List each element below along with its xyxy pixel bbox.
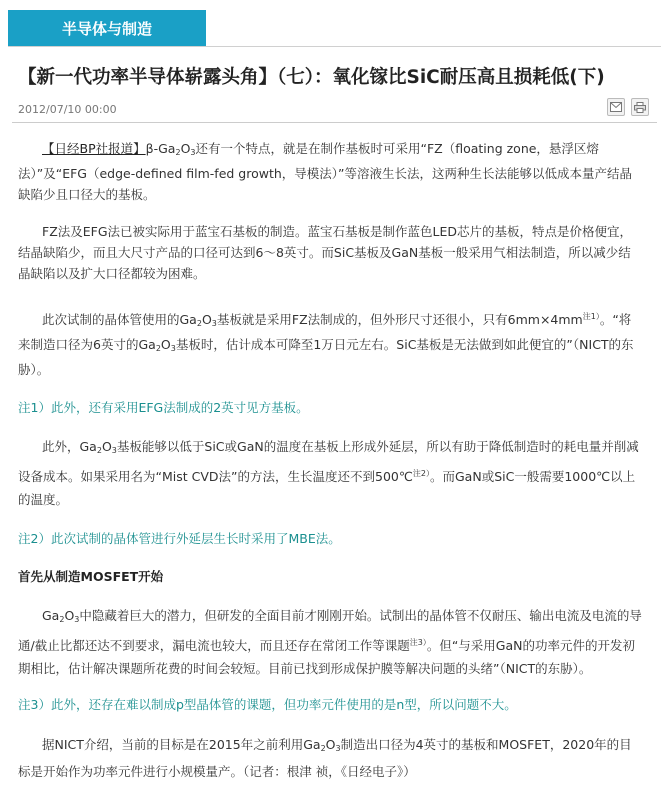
- article-meta: [18, 98, 649, 118]
- paragraph-5: $Ga_2O_3$中隐藏着巨大的潜力，但研发的全面目前才刚刚开始。试制出的晶体管不仅耐压、输出电流及电流的导通/截止比都还达不到要求，漏电流也较大，而且还存在常闭工作等课题$^{注3)}$。但“与采用GaN的功率元件的开发初期相比，估计解决课题所花费的时间会较短。目前已找到形成保护膜等解决问题的头绪”（NICT的东胁）。: [18, 608, 642, 676]
- footnote-ref-3: 注3）: [409, 638, 427, 647]
- paragraph-4: 此外，$Ga_2O_3$基板能够以低于SiC或GaN的温度在基板上形成外延层，所以有助于降低制造时的耗电量并削减设备成本。如果采用名为“Mist CVD法”的方法，生长温度还不到500℃$^{注2)}$。而GaN或SiC一般需要1000℃以上的温度。: [18, 439, 639, 507]
- footnote-2: 注2）此次试制的晶体管进行外延层生长时采用了MBE法。: [18, 531, 341, 546]
- paragraph-2: FZ法及EFG法已被实际用于蓝宝石基板的制造。蓝宝石基板是制作蓝色LED芯片的基板，特点是价格便宜，结晶缺陷少，而且大尺寸产品的口径可达到6～8英寸。而SiC基板及GaN基板一般采用气相法制造，所以减少结晶缺陷以及扩大口径都较为困难。: [18, 224, 633, 281]
- meta-divider: [12, 122, 657, 123]
- print-icon[interactable]: [631, 98, 649, 116]
- email-icon[interactable]: [607, 98, 625, 116]
- footnote-3: 注3）此外，还存在难以制成p型晶体管的课题，但功率元件使用的是n型，所以问题不大。: [18, 697, 517, 712]
- publish-date: 2012/07/10 00:00: [18, 103, 117, 116]
- article-body: [0, 138, 669, 783]
- category-tab[interactable]: 半导体与制造: [8, 10, 206, 46]
- meta-actions: [607, 98, 649, 116]
- category-header: [0, 0, 669, 48]
- paragraph-3: 此次试制的晶体管使用的$Ga_2O_3$基板就是采用FZ法制成的，但外形尺寸还很小，只有$6mm\times 4mm^{注1)}$。“将来制造口径为6英寸的$Ga_2O_3$基板时，估计成本可降至1万日元左右。SiC基板是无法做到如此便宜的”（NICT的东胁）。: [18, 312, 634, 377]
- source-tag[interactable]: 【日经BP社报道】: [42, 141, 146, 156]
- header-divider: [8, 46, 661, 47]
- section-subheading: 首先从制造MOSFET开始: [18, 569, 164, 584]
- footnote-1: 注1）此外，还有采用EFG法制成的2英寸见方基板。: [18, 400, 309, 415]
- footnote-ref-1: 注1）: [582, 312, 600, 321]
- paragraph-1: 【日经BP社报道】$\beta-Ga_2O_3$还有一个特点，就是在制作基板时可采用“FZ（floating zone，悬浮区熔法）”及“EFG（edge-defined film-fed growth，导模法）”等溶液生长法，这两种生长法能够以低成本量产结晶缺陷少且口径大的基板。: [18, 141, 633, 202]
- article-title: 【新一代功率半导体崭露头角】（七）：氧化镓比SiC耐压高且损耗低(下): [18, 67, 605, 88]
- paragraph-6: 据NICT介绍，当前的目标是在2015年之前利用$Ga_2O_3$制造出口径为4英寸的基板和MOSFET，2020年的目标是开始作为功率元件进行小规模量产。（记者：根津 祯，《日经电子》）: [18, 737, 632, 779]
- footnote-ref-2: 注2）: [412, 469, 430, 478]
